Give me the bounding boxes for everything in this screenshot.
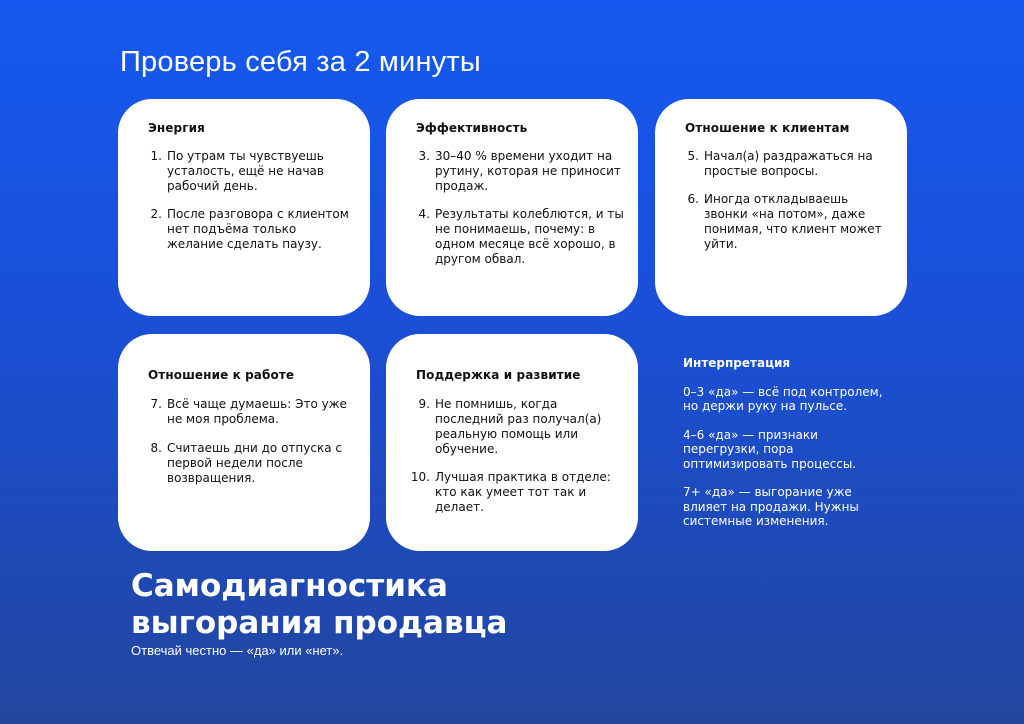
list-item	[146, 397, 356, 427]
list-item	[414, 207, 624, 267]
item-text: По утрам ты чувствуешь усталость, ещё не начав рабочий день.	[167, 149, 324, 193]
list-item	[146, 207, 356, 252]
card-efficiency	[386, 99, 638, 316]
item-number: 7.	[150, 397, 162, 411]
item-text: Не помнишь, когда последний раз получал(а) реальную помощь или обучение.	[435, 397, 602, 456]
card-work-attitude	[118, 334, 370, 551]
item-text: Лучшая практика в отделе: кто как умеет тот так и делает.	[435, 470, 611, 514]
list-item	[408, 470, 624, 515]
item-text: 30–40 % времени уходит на рутину, которая не приносит продаж.	[435, 149, 621, 193]
card-title: Отношение к клиентам	[685, 121, 850, 135]
list-item	[414, 397, 624, 457]
main-heading-line-2: выгорания продавца	[131, 605, 508, 641]
item-text: Начал(а) раздражаться на простые вопросы.	[704, 149, 873, 178]
item-number: 4.	[418, 207, 430, 221]
card-energy	[118, 99, 370, 316]
item-number: 6.	[687, 192, 699, 206]
list-item	[146, 441, 356, 486]
item-number: 5.	[687, 149, 699, 163]
main-heading	[131, 568, 507, 642]
interpretation-line: 7+ «да» — выгорание уже влияет на продажи. Нужны системные изменения.	[683, 485, 859, 528]
card-support	[386, 334, 638, 551]
subtitle: Отвечай честно — «да» или «нет».	[131, 643, 344, 658]
card-title: Энергия	[148, 121, 205, 135]
main-heading-line-1: Самодиагностика	[131, 568, 448, 604]
item-text: Иногда откладываешь звонки «на потом», даже понимая, что клиент может уйти.	[704, 192, 882, 251]
item-text: Результаты колеблются, и ты не понимаешь, почему: в одном месяце всё хорошо, в другом обвал.	[435, 207, 624, 266]
card-title: Эффективность	[416, 121, 528, 135]
card-clients	[655, 99, 907, 316]
item-number: 9.	[418, 397, 430, 411]
interpretation-line: 0–3 «да» — всё под контролем, но держи руку на пульсе.	[683, 384, 883, 413]
interpretation-block	[683, 356, 883, 543]
card-title: Отношение к работе	[148, 368, 295, 382]
interpretation-line: 4–6 «да» — признаки перегрузки, пора оптимизировать процессы.	[683, 427, 857, 471]
list-item	[146, 149, 356, 194]
item-text: После разговора с клиентом нет подъёма только желание сделать паузу.	[167, 207, 349, 251]
item-number: 2.	[150, 207, 162, 221]
item-text: Всё чаще думаешь: Это уже не моя проблема.	[167, 397, 347, 426]
list-item	[683, 192, 893, 252]
item-number: 3.	[418, 149, 430, 163]
list-item	[414, 149, 624, 194]
list-item	[683, 149, 893, 179]
page-title: Проверь себя за 2 минуты	[120, 46, 481, 78]
item-number: 8.	[150, 441, 162, 455]
item-text: Считаешь дни до отпуска с первой недели после возвращения.	[167, 441, 342, 485]
card-title: Поддержка и развитие	[416, 368, 581, 382]
item-number: 1.	[150, 149, 162, 163]
item-number: 10.	[410, 470, 430, 484]
interpretation-title: Интерпретация	[683, 356, 791, 370]
